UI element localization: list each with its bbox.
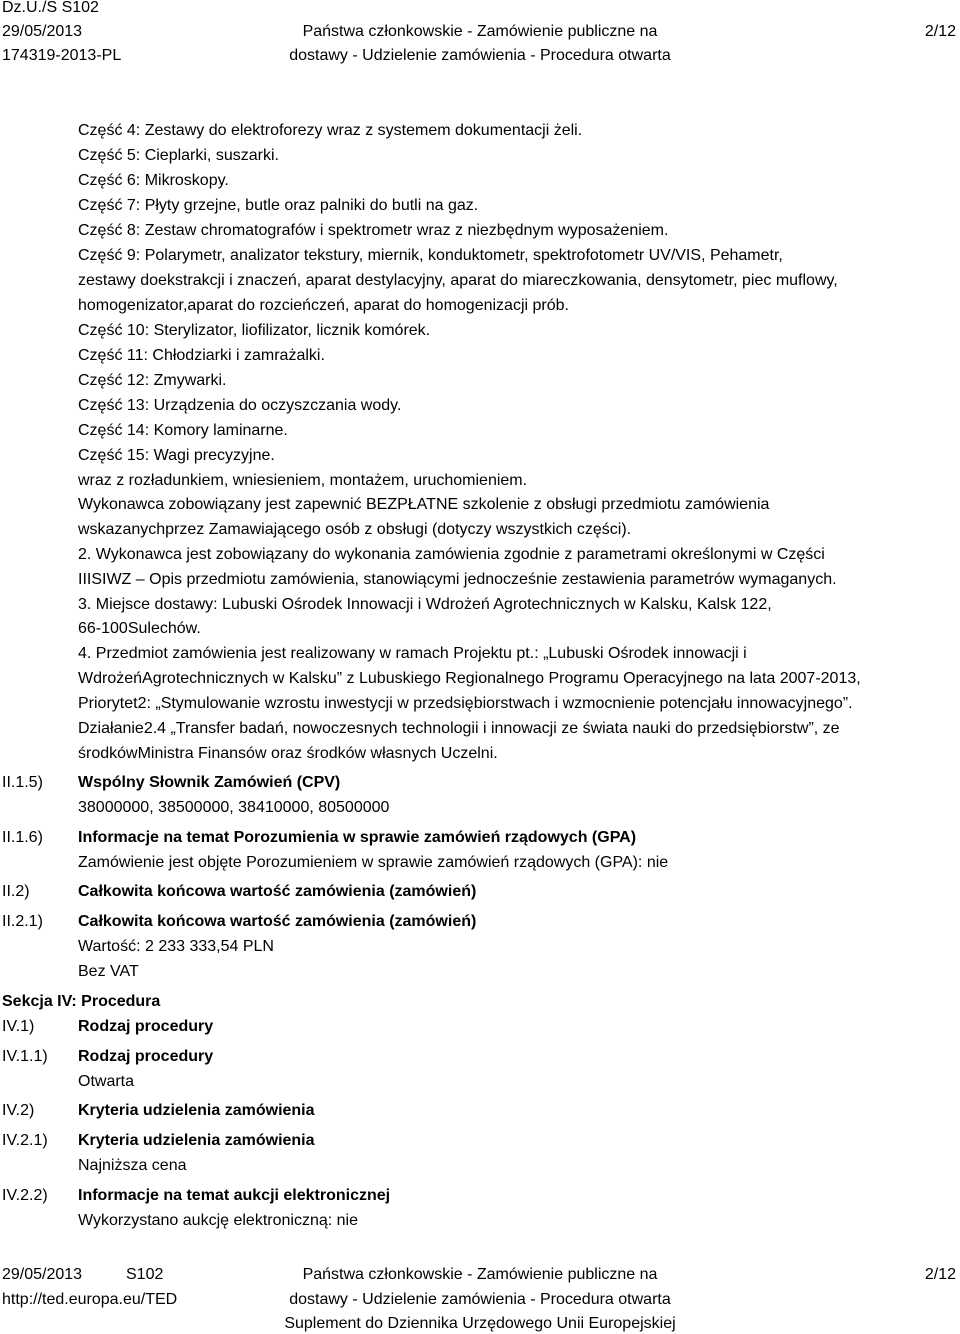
body-line: 3. Miejsce dostawy: Lubuski Ośrodek Innowacji i Wdrożeń Agrotechnicznych w Kalsku, Kalsk 122, bbox=[78, 596, 772, 613]
section-title: Całkowita końcowa wartość zamówienia (zamówień) bbox=[78, 883, 477, 900]
body-line: Część 10: Sterylizator, liofilizator, licznik komórek. bbox=[78, 322, 431, 339]
section-label: II.2.1) bbox=[2, 913, 43, 930]
section-label: IV.2) bbox=[2, 1102, 35, 1119]
section-label: IV.1.1) bbox=[2, 1048, 48, 1065]
document-id: 174319-2013-PL bbox=[2, 47, 122, 64]
section-value: Otwarta bbox=[78, 1073, 135, 1090]
body-line: Część 11: Chłodziarki i zamrażalki. bbox=[78, 347, 325, 364]
body-line: IIISIWZ – Opis przedmiotu zamówienia, stanowiącymi jednocześnie zestawienia parametrów wymaganych. bbox=[78, 571, 837, 588]
footer-url[interactable]: http://ted.europa.eu/TED bbox=[2, 1291, 178, 1308]
body-line: Część 6: Mikroskopy. bbox=[78, 172, 229, 189]
body-line: 2. Wykonawca jest zobowiązany do wykonania zamówienia zgodnie z parametrami określonymi w Części bbox=[78, 546, 825, 563]
body-line: środkówMinistra Finansów oraz środków własnych Uczelni. bbox=[78, 745, 498, 762]
body-line: Część 12: Zmywarki. bbox=[78, 372, 227, 389]
footer-page-number: 2/12 bbox=[924, 1266, 956, 1283]
body-line: Część 15: Wagi precyzyjne. bbox=[78, 447, 275, 464]
section-value: Najniższa cena bbox=[78, 1157, 187, 1174]
section-title: Kryteria udzielenia zamówienia bbox=[78, 1132, 315, 1149]
footer-title-line1: Państwa członkowskie - Zamówienie publiczne na bbox=[302, 1266, 658, 1283]
body-line: homogenizator,aparat do rozcieńczeń, aparat do homogenizacji prób. bbox=[78, 297, 569, 314]
body-line: wskazanychprzez Zamawiającego osób z obsługi (dotyczy wszystkich części). bbox=[78, 521, 632, 538]
body-line: 66-100Sulechów. bbox=[78, 620, 201, 637]
body-line: Część 8: Zestaw chromatografów i spektrometr wraz z niezbędnym wyposażeniem. bbox=[78, 222, 669, 239]
footer-date: 29/05/2013 bbox=[2, 1266, 83, 1283]
journal-ref: Dz.U./S S102 bbox=[2, 0, 99, 16]
section-value: 38000000, 38500000, 38410000, 80500000 bbox=[78, 799, 390, 816]
section-label: IV.2.1) bbox=[2, 1132, 48, 1149]
header-date: 29/05/2013 bbox=[2, 23, 83, 40]
body-line: Priorytet2: „Stymulowanie wzrostu inwestycji w przedsiębiorstwach i wzmocnienie potencjału innowacyjnego”. bbox=[78, 695, 853, 712]
header-title-line2: dostawy - Udzielenie zamówienia - Procedura otwarta bbox=[289, 47, 671, 64]
body-line: Część 7: Płyty grzejne, butle oraz palniki do butli na gaz. bbox=[78, 197, 479, 214]
section-title: Informacje na temat aukcji elektronicznej bbox=[78, 1187, 391, 1204]
section-value: Wykorzystano aukcję elektroniczną: nie bbox=[78, 1212, 358, 1229]
section-label: II.1.5) bbox=[2, 774, 43, 791]
body-line: WdrożeńAgrotechnicznych w Kalsku” z Lubuskiego Regionalnego Programu Operacyjnego na lata 2007-2013, bbox=[78, 670, 861, 687]
page-number: 2/12 bbox=[924, 23, 956, 40]
section-title: Kryteria udzielenia zamówienia bbox=[78, 1102, 315, 1119]
body-line: Część 9: Polarymetr, analizator tekstury, miernik, konduktometr, spektrofotometr UV/VIS, Pehametr, bbox=[78, 247, 783, 264]
body-line: Część 4: Zestawy do elektroforezy wraz z systemem dokumentacji żeli. bbox=[78, 122, 583, 139]
section-value: Bez VAT bbox=[78, 963, 139, 980]
header-title-line1: Państwa członkowskie - Zamówienie publiczne na bbox=[302, 23, 658, 40]
section-label: II.1.6) bbox=[2, 829, 43, 846]
section-title: Całkowita końcowa wartość zamówienia (zamówień) bbox=[78, 913, 477, 930]
section-title: Informacje na temat Porozumienia w sprawie zamówień rządowych (GPA) bbox=[78, 829, 637, 846]
body-line: Wykonawca zobowiązany jest zapewnić BEZPŁATNE szkolenie z obsługi przedmiotu zamówienia bbox=[78, 496, 770, 513]
body-line: zestawy doekstrakcji i znaczeń, aparat destylacyjny, aparat do miareczkowania, densytometr, piec muflowy, bbox=[78, 272, 838, 289]
section-value: Zamówienie jest objęte Porozumieniem w sprawie zamówień rządowych (GPA): nie bbox=[78, 854, 669, 871]
footer-supplement: Suplement do Dziennika Urzędowego Unii Europejskiej bbox=[284, 1315, 676, 1332]
section-heading: Sekcja IV: Procedura bbox=[2, 993, 161, 1010]
section-title: Rodzaj procedury bbox=[78, 1048, 214, 1065]
footer-title-line2: dostawy - Udzielenie zamówienia - Procedura otwarta bbox=[289, 1291, 671, 1308]
section-title: Rodzaj procedury bbox=[78, 1018, 214, 1035]
body-line: Część 5: Cieplarki, suszarki. bbox=[78, 147, 279, 164]
body-line: 4. Przedmiot zamówienia jest realizowany w ramach Projektu pt.: „Lubuski Ośrodek innowacji i bbox=[78, 645, 747, 662]
body-line: Część 13: Urządzenia do oczyszczania wody. bbox=[78, 397, 402, 414]
section-value: Wartość: 2 233 333,54 PLN bbox=[78, 938, 274, 955]
body-line: wraz z rozładunkiem, wniesieniem, montażem, uruchomieniem. bbox=[78, 472, 528, 489]
footer-series: S102 bbox=[126, 1266, 164, 1283]
section-title: Wspólny Słownik Zamówień (CPV) bbox=[78, 774, 341, 791]
body-line: Część 14: Komory laminarne. bbox=[78, 422, 288, 439]
section-label: IV.1) bbox=[2, 1018, 35, 1035]
section-label: II.2) bbox=[2, 883, 30, 900]
body-line: Działanie2.4 „Transfer badań, nowoczesnych technologii i innowacji ze świata nauki do przedsiębiorstw”, ze bbox=[78, 720, 840, 737]
section-label: IV.2.2) bbox=[2, 1187, 48, 1204]
